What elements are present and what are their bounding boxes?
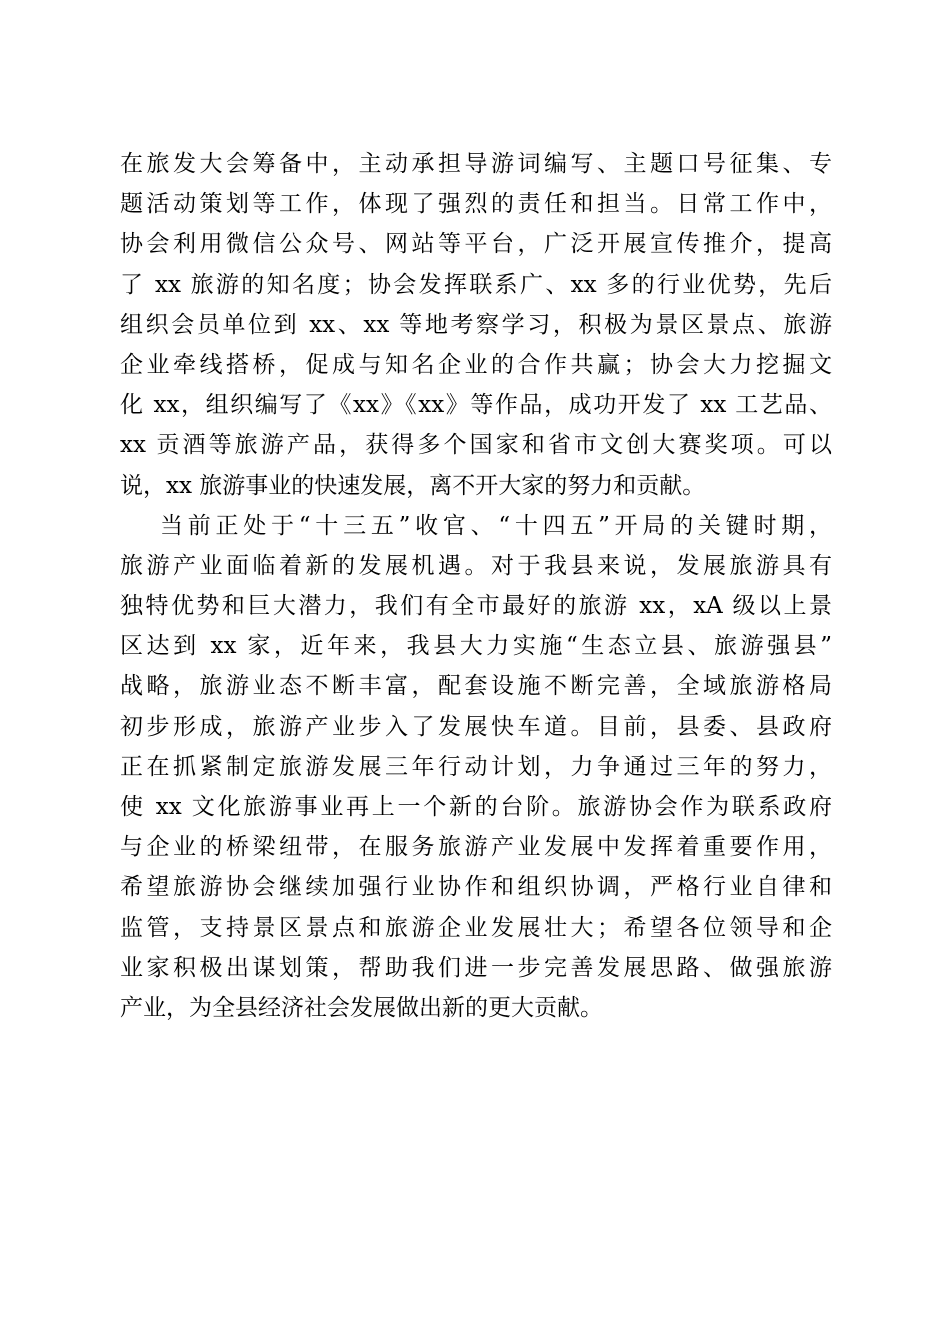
text-line: 独特优势和巨大潜力，我们有全市最好的旅游 xx，xA 级以上景 [120,593,832,620]
text-line: 监管，支持景区景点和旅游企业发展壮大；希望各位领导和企 [120,914,832,941]
text-line: 初步形成，旅游产业步入了发展快车道。目前，县委、县政府 [120,713,832,740]
text-line: 区达到 xx 家，近年来，我县大力实施“生态立县、旅游强县” [120,633,832,660]
paragraph-1 [120,144,832,506]
text-line: 产业，为全县经济社会发展做出新的更大贡献。 [120,994,603,1021]
text-line: 在旅发大会筹备中，主动承担导游词编写、主题口号征集、专 [120,151,832,177]
text-line: 组织会员单位到 xx、xx 等地考察学习，积极为景区景点、旅游 [120,311,832,338]
text-line: 使 xx 文化旅游事业再上一个新的台阶。旅游协会作为联系政府 [120,794,832,820]
document-body [120,144,832,1028]
text-line: 希望旅游协会继续加强行业协作和组织协调，严格行业自律和 [120,874,832,901]
text-line: 协会利用微信公众号、网站等平台，广泛开展宣传推介，提高 [120,231,832,258]
text-line: 战略，旅游业态不断丰富，配套设施不断完善，全域旅游格局 [120,673,832,700]
text-line: 旅游产业面临着新的发展机遇。对于我县来说，发展旅游具有 [120,552,832,579]
text-line: 说，xx 旅游事业的快速发展，离不开大家的努力和贡献。 [120,472,706,499]
text-line: 正在抓紧制定旅游发展三年行动计划，力争通过三年的努力， [120,753,832,780]
text-line: 了 xx 旅游的知名度；协会发挥联系广、xx 多的行业优势，先后 [120,271,832,298]
text-line: 当前正处于“十三五”收官、“十四五”开局的关键时期， [160,512,832,539]
text-line: 业家积极出谋划策，帮助我们进一步完善发展思路、做强旅游 [120,954,832,981]
text-line: 与企业的桥梁纽带，在服务旅游产业发展中发挥着重要作用， [120,834,832,861]
text-line: 企业牵线搭桥，促成与知名企业的合作共赢；协会大力挖掘文 [120,351,832,378]
text-line: 化 xx，组织编写了《xx》《xx》等作品，成功开发了 xx 工艺品、 [120,392,832,419]
text-line: 题活动策划等工作，体现了强烈的责任和担当。日常工作中， [120,191,832,218]
paragraph-2 [120,506,832,1028]
text-line: xx 贡酒等旅游产品，获得多个国家和省市文创大赛奖项。可以 [120,432,832,459]
